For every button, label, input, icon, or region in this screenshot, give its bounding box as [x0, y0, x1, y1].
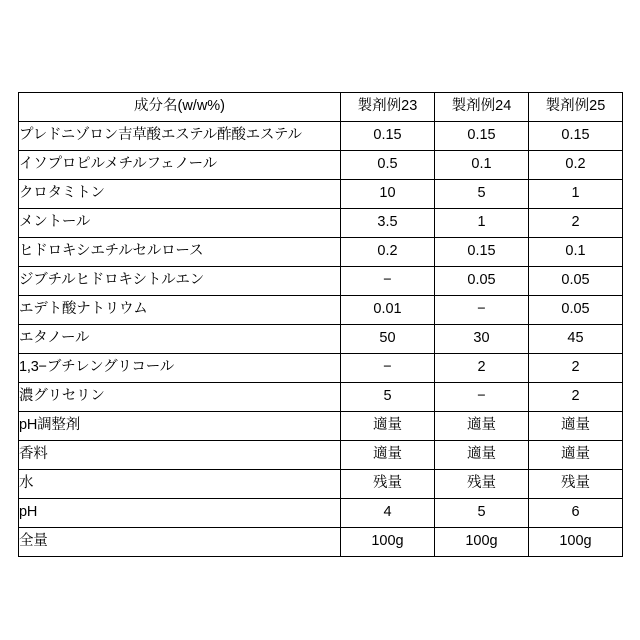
cell-value: 2	[435, 354, 529, 383]
cell-value: 適量	[435, 412, 529, 441]
table-row	[19, 354, 623, 383]
cell-value: 0.15	[341, 122, 435, 151]
column-header-example-23: 製剤例23	[341, 93, 435, 122]
cell-value: 1	[435, 209, 529, 238]
cell-value: 5	[435, 499, 529, 528]
table-header-row	[19, 93, 623, 122]
cell-value: 100g	[435, 528, 529, 557]
cell-value: 適量	[529, 412, 623, 441]
cell-value: 0.01	[341, 296, 435, 325]
cell-value: 1	[529, 180, 623, 209]
cell-ingredient-name: エデト酸ナトリウム	[19, 296, 341, 325]
cell-value: 0.2	[529, 151, 623, 180]
cell-ingredient-name: pH調整剤	[19, 412, 341, 441]
cell-value: 100g	[341, 528, 435, 557]
cell-value: 100g	[529, 528, 623, 557]
cell-value: 4	[341, 499, 435, 528]
cell-value: 2	[529, 354, 623, 383]
column-header-example-24: 製剤例24	[435, 93, 529, 122]
cell-value: 0.1	[529, 238, 623, 267]
cell-value: 2	[529, 383, 623, 412]
cell-ingredient-name: エタノール	[19, 325, 341, 354]
cell-value: 0.1	[435, 151, 529, 180]
cell-value: 残量	[341, 470, 435, 499]
table-row	[19, 267, 623, 296]
cell-value: 0.2	[341, 238, 435, 267]
cell-value: 0.05	[529, 267, 623, 296]
table-header	[19, 93, 623, 122]
formulation-table-container	[18, 92, 622, 557]
table-row	[19, 383, 623, 412]
table-row	[19, 180, 623, 209]
cell-value: 0.05	[529, 296, 623, 325]
cell-value: 3.5	[341, 209, 435, 238]
cell-value: −	[435, 383, 529, 412]
table-row	[19, 209, 623, 238]
cell-value: 2	[529, 209, 623, 238]
cell-value: 10	[341, 180, 435, 209]
cell-value: 0.5	[341, 151, 435, 180]
cell-value: −	[435, 296, 529, 325]
column-header-example-25: 製剤例25	[529, 93, 623, 122]
cell-value: 30	[435, 325, 529, 354]
cell-value: 残量	[435, 470, 529, 499]
table-row	[19, 441, 623, 470]
cell-ingredient-name: 濃グリセリン	[19, 383, 341, 412]
cell-ingredient-name: 全量	[19, 528, 341, 557]
cell-value: 5	[435, 180, 529, 209]
cell-value: −	[341, 354, 435, 383]
cell-value: 50	[341, 325, 435, 354]
cell-ingredient-name: プレドニゾロン吉草酸エステル酢酸エステル	[19, 122, 341, 151]
cell-ingredient-name: ヒドロキシエチルセルロース	[19, 238, 341, 267]
cell-ingredient-name: イソプロピルメチルフェノール	[19, 151, 341, 180]
cell-value: 0.15	[435, 238, 529, 267]
cell-value: 適量	[435, 441, 529, 470]
table-row	[19, 499, 623, 528]
cell-value: 0.15	[435, 122, 529, 151]
table-row	[19, 296, 623, 325]
table-row	[19, 151, 623, 180]
cell-value: 適量	[341, 412, 435, 441]
cell-value: 適量	[529, 441, 623, 470]
cell-value: 6	[529, 499, 623, 528]
cell-ingredient-name: 水	[19, 470, 341, 499]
cell-ingredient-name: 香料	[19, 441, 341, 470]
cell-value: 0.05	[435, 267, 529, 296]
cell-value: −	[341, 267, 435, 296]
table-row	[19, 470, 623, 499]
cell-value: 45	[529, 325, 623, 354]
cell-value: 0.15	[529, 122, 623, 151]
table-row	[19, 412, 623, 441]
cell-ingredient-name: 1,3−ブチレングリコール	[19, 354, 341, 383]
table-row	[19, 325, 623, 354]
cell-ingredient-name: クロタミトン	[19, 180, 341, 209]
cell-ingredient-name: pH	[19, 499, 341, 528]
table-row	[19, 528, 623, 557]
table-body	[19, 122, 623, 557]
cell-ingredient-name: メントール	[19, 209, 341, 238]
cell-ingredient-name: ジブチルヒドロキシトルエン	[19, 267, 341, 296]
cell-value: 5	[341, 383, 435, 412]
column-header-ingredient: 成分名(w/w%)	[19, 93, 341, 122]
table-row	[19, 238, 623, 267]
cell-value: 適量	[341, 441, 435, 470]
table-row	[19, 122, 623, 151]
cell-value: 残量	[529, 470, 623, 499]
formulation-table	[18, 92, 623, 557]
